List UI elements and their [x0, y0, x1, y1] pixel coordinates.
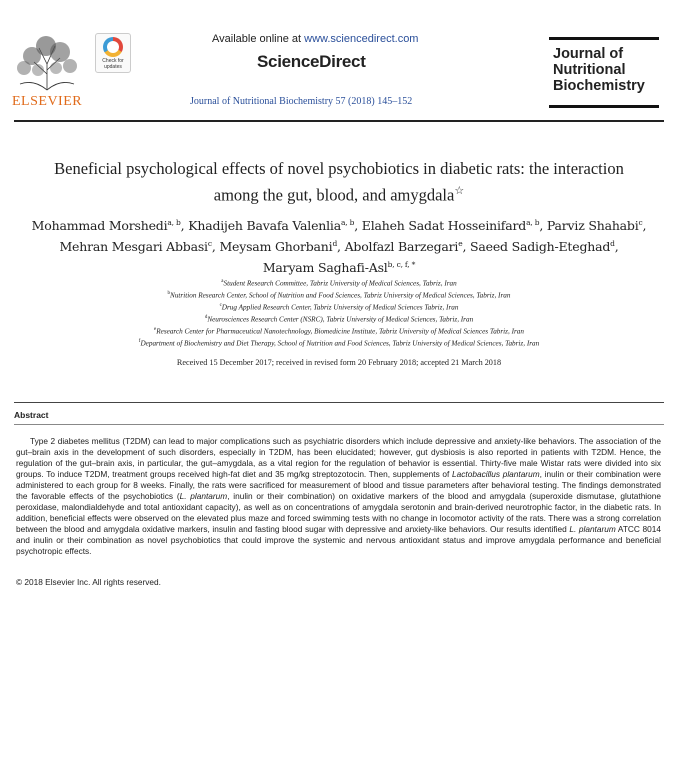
author-name[interactable]: Meysam Ghorbani [219, 239, 333, 255]
publisher-name: ELSEVIER [12, 94, 83, 109]
check-updates-label: Check for updates [102, 58, 124, 70]
affiliation-item: $^a$Student Research Committee, Tabriz University of Medical Sciences, Tabriz, Iran [221, 279, 457, 288]
author-name[interactable]: Maryam Saghafi-Asl [262, 260, 388, 276]
title-footnote-mark[interactable]: ☆ [454, 185, 465, 197]
affiliation-item: $^f$Department of Biochemistry and Diet Therapy, School of Nutrition and Food Sciences, Tabriz University of Medical Sciences, Tabriz, Iran [138, 338, 540, 348]
elsevier-tree-icon [14, 34, 80, 92]
affiliation-item: $^e$Research Center for Pharmaceutical Nanotechnology, Biomedicine Institute, Tabriz University of Medical Sciences Tabriz, Iran [154, 326, 524, 336]
affiliation-item: $^c$Drug Applied Research Center, Tabriz University of Medical Sciences Tabriz, Iran [219, 302, 459, 312]
check-for-updates-button[interactable] [95, 33, 131, 73]
journal-citation-link[interactable]: Journal of Nutritional Biochemistry 57 (2018) 145–152 [190, 96, 413, 107]
article-header [0, 0, 678, 120]
affiliation-list [24, 277, 654, 349]
journal-name: Journal of Nutritional Biochemistry [553, 46, 645, 94]
available-online: Available online at www.sciencedirect.com [212, 33, 419, 45]
author-name[interactable]: Elaheh Sadat Hosseinifard [361, 218, 527, 234]
abstract-text: Type 2 diabetes mellitus (T2DM) can lead to major complications such as psychiatric disorders which include depressive and anxiety-like behaviors. The association of the gut–brain axis in the development of such disorders, especially in T2DM, has been elucidated; however, gut dysbiosis is also reported in patients with T2DM. Hence, the regulation of the gut–brain axis, in particular, the gut–amygdala, as a vital region for the regulation of behavior is essential. Thirty-five male Wistar rats were divided into six groups. To induce T2DM, treatment groups received high-fat diet and 35 mg/kg streptozotocin. Then, supplements of Lactobacillus plantarum, inulin or their combination were administered to each group for 8 weeks. Finally, the rats were sacrificed for measurement of blood and tissue parameters after behavioral testing. The findings demonstrated the favorable effects of the psychobiotics (L. plantarum, inulin or their combination) on oxidative markers of the blood and amygdala (superoxide dismutase, glutathione peroxidase, malondialdehyde and total antioxidant capacity), as well as on concentrations of amygdala serotonin and brain-derived neurotrophic factor, in the diabetic rats. In addition, beneficial effects were observed on the elevated plus maze and forced swimming tests with no change in locomotor activity of the rats. There was a strong correlation between the blood and amygdala oxidative markers, insulin and fasting blood sugar with depressive and anxiety-like behaviors. Our results identified L. plantarum ATCC 8014 and inulin or their combination as novel psychobiotics that could improve the systemic and nervous antioxidant status and improve amygdala performance and beneficial psychotropic effects. [16, 436, 661, 556]
journal-logo[interactable] [549, 37, 659, 108]
author-name[interactable]: Saeed Sadigh-Eteghad [470, 239, 611, 255]
author-name[interactable]: Mohammad Morshedi [31, 218, 168, 234]
author-name[interactable]: Khadijeh Bavafa Valenlia [188, 218, 341, 234]
sciencedirect-logo[interactable]: ScienceDirect [257, 52, 366, 71]
author-list: Mohammad Morshedi$^{a, b}$, Khadijeh Bavafa Valenlia$^{a, b}$, Elaheh Sadat Hosseinifard$^{a, b}$, Parviz Shahabi$^c$, Mehran Mesgari Abbasi$^c$, Meysam Ghorbani$^d$, Abolfazl Barzegari$^e$, Saeed Sadigh-Eteghad$^d$, Maryam Saghafi-Asl$^{b, c, f, *}$ [31, 218, 647, 276]
check-updates-icon [103, 37, 123, 57]
affiliation-item: $^b$Nutrition Research Center, School of Nutrition and Food Sciences, Tabriz University of Medical Sciences, Tabriz, Iran [167, 290, 511, 300]
author-name[interactable]: Abolfazl Barzegari [344, 239, 459, 255]
abstract-heading: Abstract [14, 410, 49, 420]
article-title: Beneficial psychological effects of novel psychobiotics in diabetic rats: the interaction among the gut, blood, and amygdala☆ [54, 159, 624, 205]
abstract-divider [14, 424, 664, 425]
section-divider [14, 402, 664, 403]
header-divider [14, 120, 664, 122]
received-dates: Received 15 December 2017; received in revised form 20 February 2018; accepted 21 March 2018 [176, 358, 502, 367]
affiliation-item: $^d$Neurosciences Research Center (NSRC), Tabriz University of Medical Sciences, Tabriz, Iran [204, 314, 474, 324]
sciencedirect-url-link[interactable]: www.sciencedirect.com [304, 33, 419, 45]
author-name[interactable]: Mehran Mesgari Abbasi [59, 239, 208, 255]
author-name[interactable]: Parviz Shahabi [546, 218, 639, 234]
elsevier-logo[interactable] [10, 34, 84, 114]
copyright-notice: © 2018 Elsevier Inc. All rights reserved. [16, 577, 161, 587]
